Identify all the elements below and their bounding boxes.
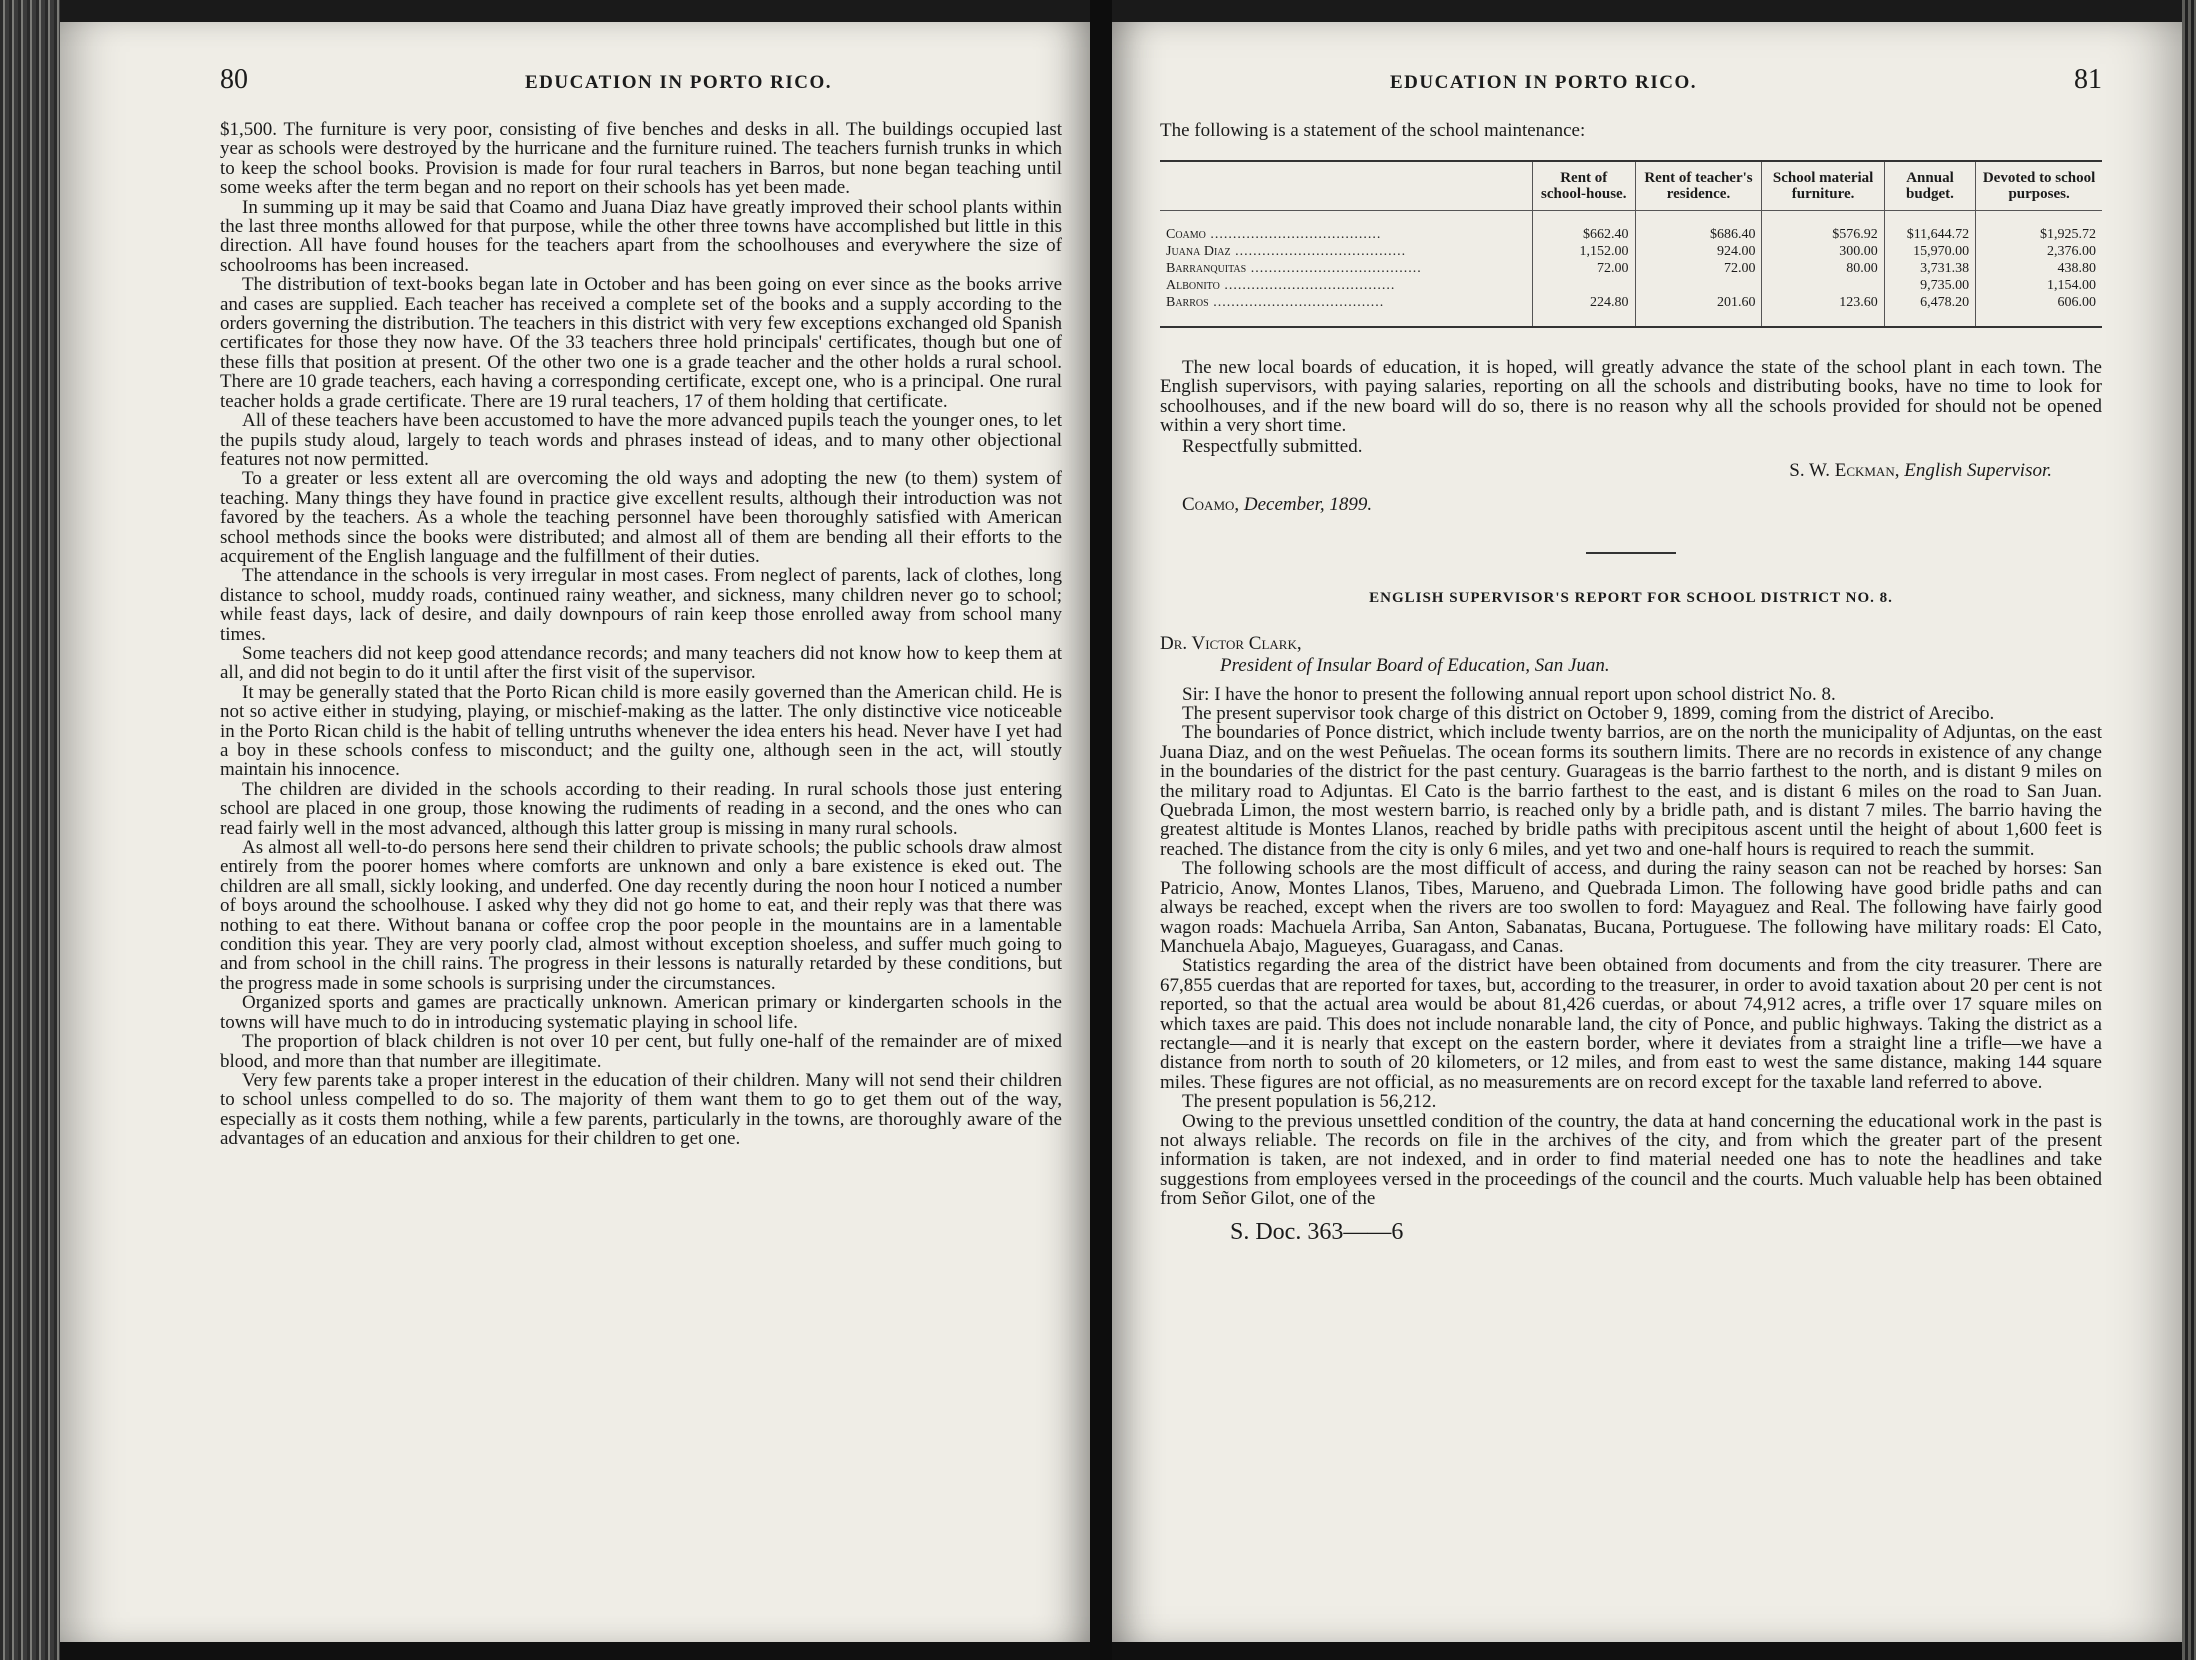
table-cell: $1,925.72 (1976, 211, 2102, 244)
school-maintenance-table (1160, 160, 2102, 328)
table-cell: $11,644.72 (1884, 211, 1975, 244)
paragraph: The proportion of black children is not over 10 per cent, but fully one-half of the remainder are of mixed blood, and more than that number are illegitimate. (220, 1031, 1062, 1072)
table-cell: 2,376.00 (1976, 243, 2102, 260)
table-cell (1635, 277, 1762, 294)
table-cell: 72.00 (1533, 260, 1636, 277)
column-header: Annual budget. (1884, 161, 1975, 211)
paragraph: Owing to the previous unsettled condition of the country, the data at hand concerning the educational work in the past is not always reliable. The records on file in the archives of the city, and from which the greater part of the present information is taken, are not indexed, and in order to find material needed one has to note the headlines and take suggestions from employees versed in the proceedings of the council and the courts. Much valuable help has been obtained from Señor Gilot, one of the (1160, 1110, 2102, 1210)
column-header: Devoted to school purposes. (1976, 161, 2102, 211)
table-row (1160, 294, 2102, 327)
column-header: Rent of school-house. (1533, 161, 1636, 211)
column-header: School material furniture. (1762, 161, 1884, 211)
table-row (1160, 211, 2102, 244)
town-name: Albonito ..... (1166, 278, 1526, 293)
closing-line: Respectfully submitted. (1182, 435, 1363, 457)
right-body-text-report (1160, 685, 2102, 1209)
running-head-title-right: EDUCATION IN PORTO RICO. (1390, 72, 1697, 93)
paragraph: The present supervisor took charge of this district on October 9, 1899, coming from the district of Arecibo. (1182, 703, 1995, 725)
addressee-role: President of Insular Board of Education, San Juan. (1220, 654, 1610, 676)
page-edge-right (2182, 0, 2196, 1660)
addressee: Dr. Victor Clark, (1160, 632, 1302, 654)
paragraph: The new local boards of education, it is hoped, will greatly advance the state of the school plant in each town. The English supervisors, with paying salaries, reporting on all the schools and distributing books, have no time to look for schoolhouses, and if the new board will do so, there is no reason why all the schools provided for should not be opened within a very short time. (1160, 357, 2102, 437)
left-running-head (220, 64, 1062, 96)
right-running-head (1160, 64, 2102, 96)
table-header-row (1160, 161, 2102, 211)
table-cell: 224.80 (1533, 294, 1636, 327)
paragraph: In summing up it may be said that Coamo and Juana Diaz have greatly improved their school plants within the last three months allowed for that purpose, while the other three towns have accomplished but little in this direction. All have found houses for the teachers apart from the schoolhouses and everywhere the size of schoolrooms has been increased. (220, 196, 1062, 276)
left-body-text (220, 120, 1062, 1149)
paragraph: To a greater or less extent all are overcoming the old ways and adopting the new (to them) system of teaching. Many things they have found in practice give excellent results, although their introduction was not favored by the teachers. As a whole the teaching personnel have been thoroughly satisfied with American school methods since the books were distributed; and almost all of them are bending all their efforts to the acquirement of the English language and the fulfillment of their duties. (220, 468, 1062, 567)
table-intro: The following is a statement of the school maintenance: (1160, 120, 1586, 141)
table-row (1160, 243, 2102, 260)
table-cell (1762, 277, 1884, 294)
table-cell: $576.92 (1762, 211, 1884, 244)
table-cell: 15,970.00 (1884, 243, 1975, 260)
page-number-right: 81 (2074, 64, 2102, 95)
paragraph: It may be generally stated that the Porto Rican child is more easily governed than the American child. He is not so active either in studying, playing, or mischief-making as the latter. The only distinctive vice noticeable in the Porto Rican child is the habit of telling untruths whenever the idea enters his head. Never have I yet had a boy in these schools confess to misconduct; and the guilty one, although seen in the act, will stoutly maintain his innocence. (220, 681, 1062, 781)
table-cell: 1,154.00 (1976, 277, 2102, 294)
table-cell: 924.00 (1635, 243, 1762, 260)
report-title: ENGLISH SUPERVISOR'S REPORT FOR SCHOOL DISTRICT NO. 8. (1369, 589, 1893, 606)
table-row (1160, 277, 2102, 294)
paragraph: Some teachers did not keep good attendance records; and many teachers did not know how to keep them at all, and did not begin to do it until after the first visit of the supervisor. (220, 642, 1062, 684)
dateline-date: December, 1899. (1243, 493, 1373, 515)
signature-mark: S. Doc. 363——6 (1230, 1218, 1404, 1245)
table-cell: 201.60 (1635, 294, 1762, 327)
town-name: Barranquitas ..... (1166, 261, 1526, 276)
page-number-left: 80 (220, 64, 248, 95)
paragraph: The boundaries of Ponce district, which include twenty barrios, are on the north the municipality of Adjuntas, on the east Juana Diaz, and on the west Peñuelas. The ocean forms its southern limits. There are no records in existence of any change in the boundaries of the district for the past century. Guarageas is the barrio farthest to the north, and is distant 9 miles on the military road to Adjuntas. El Cato is the barrio farthest to the east, and is distant 6 miles on the road to San Juan. Quebrada Limon, the most western barrio, is reached only by a bridle path, and is distant 7 miles. The barrio having the greatest altitude is Montes Llanos, reached by bridle paths with precipitous ascent until the height of about 1,600 feet is reached. The distance from the city is only 6 miles, and yet two and one-half hours is required to reach the summit. (1160, 722, 2102, 860)
section-divider (1586, 552, 1676, 554)
table-cell (1533, 277, 1636, 294)
paragraph: All of these teachers have been accustomed to have the more advanced pupils teach the younger ones, to let the pupils study aloud, largely to teach words and phrases instead of ideas, and to many other objectional features not now permitted. (220, 410, 1062, 470)
right-body-text-top (1160, 358, 2102, 436)
paragraph: The attendance in the schools is very irregular in most cases. From neglect of parents, lack of clothes, long distance to school, muddy roads, continued rainy weather, and sickness, many children never go to school; while feast days, lack of desire, and daily downpours of rain keep those enrolled away from school many times. (220, 565, 1062, 645)
table-cell: 72.00 (1635, 260, 1762, 277)
town-name: Coamo ..... (1166, 227, 1526, 242)
column-header: Rent of teacher's residence. (1635, 161, 1762, 211)
paragraph: As almost all well-to-do persons here send their children to private schools; the public schools draw almost entirely from the poorer homes where comforts are unknown and only a bare existence is eked out. The children are all small, sickly looking, and underfed. One day recently during the noon hour I noticed a number of boys around the schoolhouse. I asked why they did not go home to eat, and their reply was that there was nothing to eat there. Without banana or coffee crop the poor people in the mountains are in a lamentable condition this year. They are very poorly clad, almost without exception shoeless, and suffer much going to and from school in the chill rains. The progress in their lessons is naturally retarded by these conditions, but the progress made in some schools is surprising under the circumstances. (220, 837, 1062, 994)
paragraph: $1,500. The furniture is very poor, consisting of five benches and desks in all. The buildings occupied last year as schools were destroyed by the hurricane and the furniture ruined. The teachers furnish trunks in which to keep the school books. Provision is made for four rural teachers in Barros, but none began teaching until some weeks after the term began and no report on their schools has yet been made. (220, 119, 1062, 199)
table-cell: 438.80 (1976, 260, 2102, 277)
dateline (1182, 494, 2102, 516)
table-cell: 300.00 (1762, 243, 1884, 260)
page-edge-left (0, 0, 60, 1660)
left-page (60, 22, 1090, 1642)
paragraph: Sir: I have the honor to present the following annual report upon school district No. 8. (1182, 683, 1836, 705)
signature-block (1160, 460, 2102, 482)
column-header (1160, 161, 1533, 211)
table-row (1160, 260, 2102, 277)
table-cell: 80.00 (1762, 260, 1884, 277)
table-cell: 123.60 (1762, 294, 1884, 327)
signature-title: English Supervisor. (1904, 459, 2052, 481)
table-cell: 1,152.00 (1533, 243, 1636, 260)
paragraph: Very few parents take a proper interest in the education of their children. Many will not send their children to school unless compelled to do so. The majority of them want them to go to get them out of the way, especially as it costs them nothing, while a few parents, particularly in the towns, are thoroughly aware of the advantages of an education and anxious for their children to get one. (220, 1069, 1062, 1150)
paragraph: The present population is 56,212. (1182, 1091, 1437, 1113)
signature-name: S. W. Eckman, (1789, 459, 1900, 481)
table-cell: 3,731.38 (1884, 260, 1975, 277)
table-cell: $662.40 (1533, 211, 1636, 244)
paragraph: The following schools are the most difficult of access, and during the rainy season can not be reached by horses: San Patricio, Anow, Montes Llanos, Tibes, Marueno, and Quebrada Limon. The following have good bridle paths and can always be reached, except when the rivers are too swollen to ford: Mayaguez and Real. The following have fairly good wagon roads: Machuela Arriba, San Anton, Sabanatas, Bucana, Portuguese. The following have military roads: El Cato, Manchuela Abajo, Magueyes, Guaragass, and Canas. (1160, 858, 2102, 957)
town-name: Juana Diaz ..... (1166, 244, 1526, 259)
dateline-place: Coamo, (1182, 493, 1240, 515)
paragraph: The distribution of text-books began late in October and has been going on ever since as the books arrive and cases are supplied. Each teacher has received a complete set of the books and a supply according to the orders governing the distribution. The teachers in this district with very few exceptions exchanged old Spanish certificates for those they now have. Of the 33 teachers three hold principals' certificates, though but one of these fills that position at present. Of the other two one is a grade teacher and the other holds a rural school. There are 10 grade teachers, each having a corresponding certificate, except one, who is a principal. One rural teacher holds a grade certificate. There are 19 rural teachers, 17 of them holding that certificate. (220, 274, 1062, 412)
scan-bottom-strip (60, 1642, 2182, 1660)
paragraph: The children are divided in the schools according to their reading. In rural schools those just entering school are placed in one group, those knowing the rudiments of reading in a second, and the ones who can read fairly well in the most advanced, although this latter group is missing in many rural schools. (220, 778, 1062, 839)
paragraph: Statistics regarding the area of the district have been obtained from documents and from the city treasurer. There are 67,855 cuerdas that are reported for taxes, but, according to the treasurer, in order to avoid taxation about 20 per cent is not reported, so that the actual area would be about 81,426 cuerdas, or about 74,912 acres, a trifle over 17 square miles on which taxes are paid. This does not include nonarable land, the city of Ponce, and public highways. Taking the district as a rectangle—and it is nearly that except on the eastern border, where it deviates from a straight line a trifle—we have a distance from north to south of 20 kilometers, or 12 miles, and from east to west the same distance, making 144 square miles. These figures are not official, as no measurements are on record except for the taxable land referred to above. (1160, 955, 2102, 1093)
book-gutter (1090, 0, 1112, 1660)
paragraph: Organized sports and games are practically unknown. American primary or kindergarten schools in the towns will have much to do in introducing systematic playing in school life. (220, 992, 1062, 1033)
running-head-title-left: EDUCATION IN PORTO RICO. (525, 72, 832, 93)
table-cell: 606.00 (1976, 294, 2102, 327)
table-cell: 9,735.00 (1884, 277, 1975, 294)
town-name: Barros ..... (1166, 295, 1526, 310)
right-page (1112, 22, 2182, 1642)
table-cell: $686.40 (1635, 211, 1762, 244)
table-cell: 6,478.20 (1884, 294, 1975, 327)
